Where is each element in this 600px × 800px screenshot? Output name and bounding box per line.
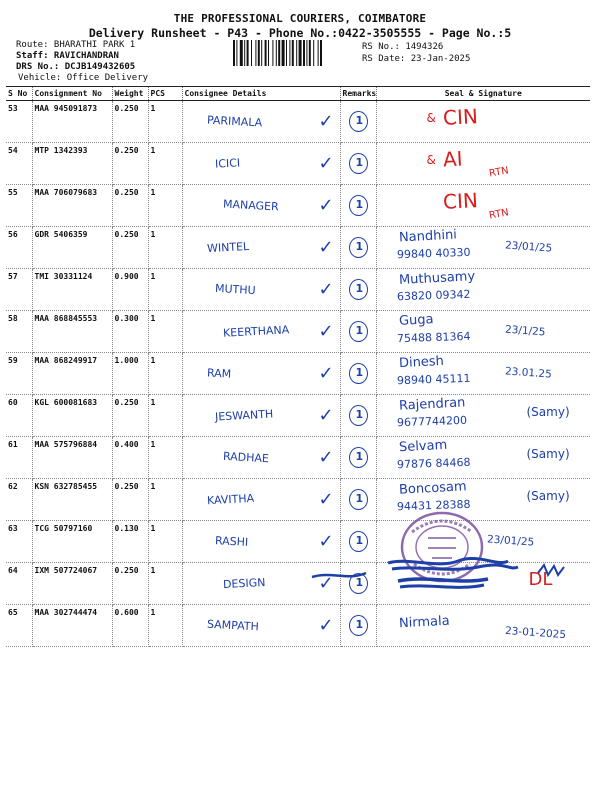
signature-cell [376, 353, 590, 395]
handwritten-phone-number: 97876 84468 [396, 455, 471, 472]
remarks-cell [340, 605, 376, 647]
table-row [6, 479, 590, 521]
handwritten-signature: CIN [441, 188, 478, 214]
table-row [6, 227, 590, 269]
handwritten-phone-number: 63820 09342 [396, 287, 471, 304]
circled-one-mark-icon: 1 [349, 153, 368, 174]
check-mark-icon: ✓ [318, 153, 334, 174]
weight-value: 0.250 [112, 101, 148, 143]
handwritten-date: 23/01/25 [486, 533, 535, 549]
consignee-handwritten-name: SAMPATH [206, 617, 259, 634]
handwritten-date: 23/01/25 [504, 239, 553, 255]
handwritten-phone-number: 94431 28388 [396, 497, 471, 514]
handwritten-phone-number: 99840 40330 [396, 245, 471, 262]
signature-cell [376, 143, 590, 185]
consignee-handwritten-name: DESIGN [222, 575, 266, 592]
consignee-handwritten-name: RAM [206, 366, 232, 381]
weight-value: 0.250 [112, 479, 148, 521]
serial-number: 61 [6, 437, 32, 479]
consignee-cell [182, 269, 340, 311]
handwritten-note: (Samy) [526, 447, 570, 461]
serial-number: 62 [6, 479, 32, 521]
consignment-number: MAA 575796884 [32, 437, 112, 479]
remarks-cell [340, 185, 376, 227]
runsheet-subtitle: Delivery Runsheet - P43 - Phone No.:0422-3505555 - Page No.:5 [88, 26, 512, 40]
handwritten-signature: Rajendran [398, 395, 466, 414]
consignee-cell [182, 353, 340, 395]
weight-value: 1.000 [112, 353, 148, 395]
barcode-image [231, 40, 355, 66]
handwritten-date: 23/1/25 [504, 323, 546, 339]
table-row [6, 311, 590, 353]
consignment-number: MAA 945091873 [32, 101, 112, 143]
circled-one-mark-icon: 1 [349, 321, 368, 342]
check-mark-icon: ✓ [318, 489, 334, 510]
remarks-cell [340, 479, 376, 521]
consignment-number: MAA 706079683 [32, 185, 112, 227]
handwritten-signature: AI [441, 146, 463, 172]
signature-prefix: & [426, 111, 436, 125]
consignee-handwritten-name: KEERTHANA [222, 323, 290, 340]
pieces-count: 1 [148, 269, 182, 311]
consignee-handwritten-name: PARIMALA [206, 113, 263, 130]
check-mark-icon: ✓ [318, 195, 334, 216]
pieces-count: 1 [148, 437, 182, 479]
weight-value: 0.400 [112, 437, 148, 479]
pieces-count: 1 [148, 185, 182, 227]
serial-number: 54 [6, 143, 32, 185]
consignee-cell [182, 143, 340, 185]
weight-value: 0.250 [112, 143, 148, 185]
col-weight-header: Weight [112, 87, 148, 101]
remarks-cell [340, 101, 376, 143]
pieces-count: 1 [148, 353, 182, 395]
rs-number: RS No.: 1494326 [362, 42, 444, 52]
consignment-number: MAA 868845553 [32, 311, 112, 353]
consignee-cell [182, 227, 340, 269]
circled-one-mark-icon: 1 [349, 237, 368, 258]
pieces-count: 1 [148, 479, 182, 521]
consignee-handwritten-name: WINTEL [206, 239, 249, 256]
col-remarks-header: Remarks [340, 87, 376, 101]
remarks-cell [340, 227, 376, 269]
circled-one-mark-icon: 1 [349, 111, 368, 132]
pieces-count: 1 [148, 563, 182, 605]
consignee-handwritten-name: RADHAE [222, 449, 269, 466]
weight-value: 0.250 [112, 185, 148, 227]
check-mark-icon: ✓ [318, 321, 334, 342]
table-row [6, 605, 590, 647]
signature-cell [376, 185, 590, 227]
serial-number: 53 [6, 101, 32, 143]
circled-one-mark-icon: 1 [349, 447, 368, 468]
consignee-handwritten-name: MUTHU [214, 281, 256, 298]
remarks-cell [340, 437, 376, 479]
col-pcs-header: PCS [148, 87, 182, 101]
staff-text: Staff: RAVICHANDRAN [16, 51, 119, 61]
serial-number: 60 [6, 395, 32, 437]
pieces-count: 1 [148, 101, 182, 143]
company-title: THE PROFESSIONAL COURIERS, COIMBATORE [173, 12, 427, 25]
serial-number: 56 [6, 227, 32, 269]
signature-cell [376, 311, 590, 353]
remarks-cell [340, 143, 376, 185]
consignee-cell [182, 605, 340, 647]
consignment-number: MTP 1342393 [32, 143, 112, 185]
table-row [6, 101, 590, 143]
consignment-number: TCG 50797160 [32, 521, 112, 563]
circled-one-mark-icon: 1 [349, 363, 368, 384]
handwritten-note: (Samy) [526, 405, 570, 419]
remarks-cell [340, 353, 376, 395]
serial-number: 55 [6, 185, 32, 227]
weight-value: 0.900 [112, 269, 148, 311]
signature-cell [376, 269, 590, 311]
consignee-handwritten-name: MANAGER [222, 197, 279, 214]
consignee-handwritten-name: JESWANTH [214, 407, 274, 424]
serial-number: 57 [6, 269, 32, 311]
weight-value: 0.130 [112, 521, 148, 563]
route-text: Route: BHARATHI PARK 1 [16, 40, 136, 50]
pieces-count: 1 [148, 521, 182, 563]
signature-cell [376, 437, 590, 479]
table-row [6, 395, 590, 437]
handwritten-signature: Boncosam [398, 479, 467, 498]
table-row [6, 143, 590, 185]
col-signature-header: Seal & Signature [376, 87, 590, 101]
weight-value: 0.600 [112, 605, 148, 647]
weight-value: 0.250 [112, 227, 148, 269]
col-sno-header: S No [6, 87, 32, 101]
signature-cell [376, 605, 590, 647]
rs-date: RS Date: 23-Jan-2025 [362, 54, 471, 64]
handwritten-phone-number: 75488 81364 [396, 329, 471, 346]
weight-value: 0.250 [112, 395, 148, 437]
table-header-row [6, 87, 590, 101]
serial-number: 64 [6, 563, 32, 605]
consignment-number: GDR 5406359 [32, 227, 112, 269]
signature-prefix: & [426, 153, 436, 167]
check-mark-icon: ✓ [318, 405, 334, 426]
remarks-cell [340, 311, 376, 353]
pieces-count: 1 [148, 143, 182, 185]
col-consignment-header: Consignment No [32, 87, 112, 101]
consignee-handwritten-name: RASHI [214, 534, 249, 549]
table-row [6, 353, 590, 395]
handwritten-phone-number: 9677744200 [396, 413, 467, 430]
serial-number: 65 [6, 605, 32, 647]
handwritten-phone-number: 98940 45111 [396, 371, 471, 388]
pieces-count: 1 [148, 605, 182, 647]
handwritten-date: 23.01.25 [504, 365, 552, 381]
check-mark-icon: ✓ [318, 363, 334, 384]
check-mark-icon: ✓ [318, 615, 334, 636]
table-row [6, 437, 590, 479]
consignee-cell [182, 479, 340, 521]
circled-one-mark-icon: 1 [349, 405, 368, 426]
consignee-cell [182, 101, 340, 143]
remarks-cell [340, 395, 376, 437]
signature-cell [376, 227, 590, 269]
serial-number: 58 [6, 311, 32, 353]
circled-one-mark-icon: 1 [349, 531, 368, 552]
check-mark-icon: ✓ [318, 573, 334, 594]
table-row [6, 269, 590, 311]
circled-one-mark-icon: 1 [349, 615, 368, 636]
handwritten-signature: Guga [398, 312, 434, 329]
vehicle-text: Vehicle: Office Delivery [18, 73, 149, 83]
consignee-handwritten-name: ICICI [214, 156, 240, 171]
handwritten-signature: Muthusamy [398, 269, 475, 288]
pieces-count: 1 [148, 227, 182, 269]
consignment-number: TMI 30331124 [32, 269, 112, 311]
circled-one-mark-icon: 1 [349, 279, 368, 300]
remarks-cell [340, 269, 376, 311]
drs-number: DRS No.: DCJB149432605 [16, 62, 136, 72]
consignment-number: MAA 302744474 [32, 605, 112, 647]
consignee-cell [182, 311, 340, 353]
handwritten-signature: CIN [441, 104, 478, 130]
check-mark-icon: ✓ [318, 237, 334, 258]
handwritten-date: 23-01-2025 [504, 624, 566, 642]
check-mark-icon: ✓ [318, 531, 334, 552]
signature-cell [376, 101, 590, 143]
handwritten-note: RTN [487, 165, 510, 180]
handwritten-note: (Samy) [526, 489, 570, 503]
pieces-count: 1 [148, 395, 182, 437]
check-mark-icon: ✓ [318, 447, 334, 468]
consignment-number: MAA 868249917 [32, 353, 112, 395]
consignment-number: KSN 632785455 [32, 479, 112, 521]
consignee-handwritten-name: KAVITHA [206, 491, 254, 508]
handwritten-signature: Nandhini [398, 227, 457, 246]
signature-cell [376, 395, 590, 437]
consignment-number: KGL 600081683 [32, 395, 112, 437]
handwritten-signature: Selvam [398, 437, 448, 456]
col-consignee-header: Consignee Details [182, 87, 340, 101]
table-row [6, 185, 590, 227]
serial-number: 59 [6, 353, 32, 395]
pieces-count: 1 [148, 311, 182, 353]
handwritten-note: DL [528, 569, 553, 590]
consignment-number: IXM 507724067 [32, 563, 112, 605]
circled-one-mark-icon: 1 [349, 195, 368, 216]
check-mark-icon: ✓ [318, 279, 334, 300]
circled-one-mark-icon: 1 [349, 573, 368, 594]
handwritten-signature: Nirmala [398, 613, 450, 632]
weight-value: 0.300 [112, 311, 148, 353]
consignee-cell [182, 437, 340, 479]
consignee-cell [182, 395, 340, 437]
weight-value: 0.250 [112, 563, 148, 605]
check-mark-icon: ✓ [318, 111, 334, 132]
serial-number: 63 [6, 521, 32, 563]
circled-one-mark-icon: 1 [349, 489, 368, 510]
crossed-out-signature [308, 555, 580, 595]
handwritten-signature: Dinesh [398, 353, 444, 372]
consignee-cell [182, 185, 340, 227]
handwritten-note: RTN [487, 207, 510, 222]
